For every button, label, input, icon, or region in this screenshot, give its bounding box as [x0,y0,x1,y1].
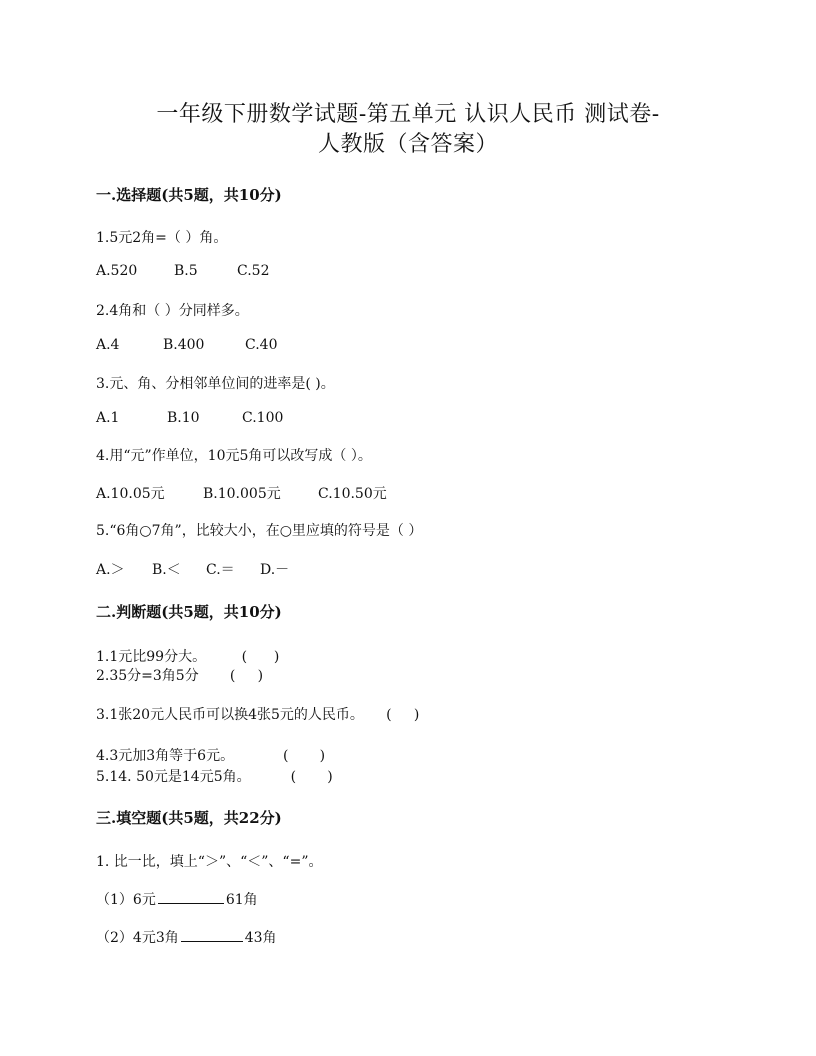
answer-blank[interactable] [158,889,224,904]
option-a: A.10.05元 [96,486,165,502]
exam-title-line-2: 人教版（含答案） [317,132,498,157]
judgement-item-1: 1.1元比99分大。 ( ) [96,649,280,665]
option-d: D.－ [260,562,290,578]
fill-sub-1 [96,889,258,909]
question-1-options [96,263,269,279]
option-a: A.520 [96,263,138,279]
fill-sub-1-right: 61角 [225,892,258,908]
question-3: 3.元、角、分相邻单位间的进率是( )。 [96,376,335,392]
question-4-options [96,483,387,503]
question-5-options [96,559,289,579]
question-2: 2.4角和（ ）分同样多。 [96,303,249,319]
question-1: 1.5元2角=（ ）角。 [96,230,228,246]
question-3-options [96,410,283,426]
option-b: B.5 [174,263,198,279]
option-b: B.400 [163,337,205,353]
option-c: C.100 [242,410,284,426]
option-a: A.4 [96,337,120,353]
fill-sub-2 [96,927,277,947]
judgement-item-5: 5.14. 50元是14元5角。 ( ) [96,769,333,785]
option-c: C.＝ [206,562,235,578]
question-5: 5.“6角○7角”，比较大小，在○里应填的符号是（ ） [96,523,423,539]
option-b: B.＜ [152,562,181,578]
exam-title-line-1: 一年级下册数学试题-第五单元 认识人民币 测试卷- [156,102,660,127]
judgement-item-3: 3.1张20元人民币可以换4张5元的人民币。 ( ) [96,707,420,723]
option-c: C.52 [237,263,270,279]
question-2-options [96,337,277,353]
judgement-item-4: 4.3元加3角等于6元。 ( ) [96,748,326,764]
question-4: 4.用“元”作单位，10元5角可以改写成（ ）。 [96,448,372,464]
option-b: B.10 [167,410,200,426]
fill-sub-2-right: 43角 [244,930,277,946]
fill-question-1: 1. 比一比，填上“＞”、“＜”、“=”。 [96,854,323,870]
answer-blank[interactable] [181,927,243,942]
section-heading-judgement: 二.判断题(共5题，共10分) [96,603,282,621]
option-a: A.＞ [96,562,125,578]
section-heading-fill-blank: 三.填空题(共5题，共22分) [96,809,282,827]
option-a: A.1 [96,410,120,426]
section-heading-choice: 一.选择题(共5题，共10分) [96,186,282,204]
option-c: C.40 [245,337,278,353]
option-b: B.10.005元 [203,486,281,502]
fill-sub-2-left: （2）4元3角 [96,930,179,946]
option-c: C.10.50元 [318,486,387,502]
judgement-item-2: 2.35分=3角5分 ( ) [96,668,264,684]
fill-sub-1-left: （1）6元 [96,892,156,908]
